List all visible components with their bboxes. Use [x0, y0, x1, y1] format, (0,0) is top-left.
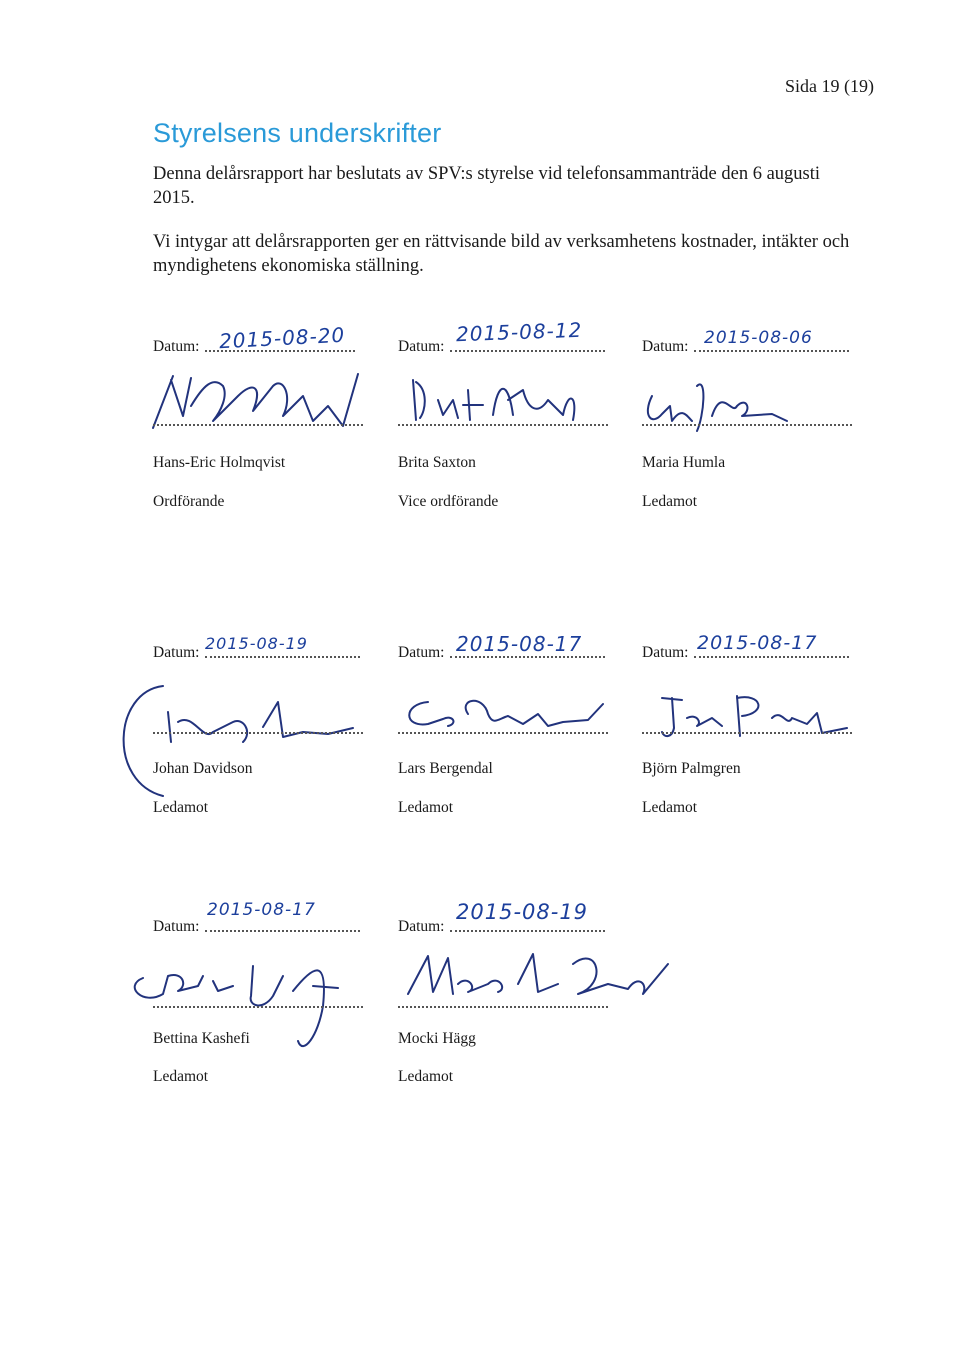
signature-block	[153, 322, 383, 510]
date-dotted-line	[450, 656, 605, 658]
signature-dotted-line	[398, 424, 608, 426]
signatory-name: Johan Davidson	[153, 760, 253, 777]
signatory-role: Ledamot	[642, 799, 698, 816]
date-dotted-line	[450, 930, 605, 932]
date-label: Datum:	[398, 338, 445, 355]
signatory-role: Ledamot	[153, 1068, 209, 1085]
date-label: Datum:	[642, 644, 689, 661]
signatory-role: Ledamot	[398, 1068, 454, 1085]
signature-block	[642, 328, 872, 510]
date-label: Datum:	[153, 338, 200, 355]
signature-dotted-line	[153, 732, 363, 734]
handwritten-date: 2015-08-17	[697, 632, 818, 654]
handwritten-date: 2015-08-20	[218, 322, 346, 354]
signatory-name: Bettina Kashefi	[153, 1030, 250, 1047]
signature-dotted-line	[642, 732, 852, 734]
signature-block	[398, 900, 628, 1085]
handwritten-date: 2015-08-17	[207, 900, 316, 920]
signature-block	[398, 632, 628, 816]
signature-block	[398, 317, 628, 510]
signature-scribble	[93, 672, 383, 802]
signatory-name: Mocki Hägg	[398, 1030, 476, 1047]
attestation-paragraph: Vi intygar att delårsrapporten ger en rättvisande bild av verksamhetens kostnader, intäkter och myndighetens ekonomiska ställning.	[153, 232, 850, 276]
signature-dotted-line	[153, 424, 363, 426]
handwritten-date: 2015-08-19	[456, 900, 589, 924]
handwritten-date: 2015-08-19	[205, 634, 308, 653]
date-dotted-line	[205, 656, 360, 658]
handwritten-date: 2015-08-06	[704, 328, 813, 348]
signature-scribble	[642, 688, 862, 748]
signature-dotted-line	[153, 1006, 363, 1008]
signature-scribble	[398, 944, 678, 1004]
signatory-role: Ledamot	[153, 799, 209, 816]
page-number: Sida 19 (19)	[785, 76, 874, 96]
signatory-role: Ledamot	[642, 493, 698, 510]
date-label: Datum:	[153, 918, 200, 935]
signature-block	[642, 632, 872, 816]
signature-scribble	[398, 370, 618, 430]
signatory-name: Lars Bergendal	[398, 760, 493, 777]
signature-scribble	[642, 376, 862, 436]
date-label: Datum:	[642, 338, 689, 355]
date-dotted-line	[694, 350, 849, 352]
handwritten-date: 2015-08-17	[456, 632, 583, 656]
signature-block	[153, 634, 383, 816]
decision-paragraph: Denna delårsrapport har beslutats av SPV:s styrelse vid telefonsammanträde den 6 augusti 2015.	[153, 164, 821, 208]
signatory-role: Ordförande	[153, 493, 225, 510]
signatory-name: Maria Humla	[642, 454, 726, 471]
signatory-role: Ledamot	[398, 799, 454, 816]
date-label: Datum:	[153, 644, 200, 661]
signature-dotted-line	[398, 1006, 608, 1008]
date-dotted-line	[450, 350, 605, 352]
date-dotted-line	[205, 930, 360, 932]
signatory-role: Vice ordförande	[398, 493, 499, 510]
signature-dotted-line	[642, 424, 852, 426]
handwritten-date: 2015-08-12	[455, 317, 583, 347]
signatory-name: Brita Saxton	[398, 454, 476, 471]
date-label: Datum:	[398, 918, 445, 935]
signature-scribble	[398, 694, 618, 734]
signatory-name: Hans-Eric Holmqvist	[153, 454, 286, 471]
date-label: Datum:	[398, 644, 445, 661]
signature-block	[153, 900, 383, 1085]
page-heading: Styrelsens underskrifter	[153, 118, 442, 148]
date-dotted-line	[694, 656, 849, 658]
signatory-name: Björn Palmgren	[642, 760, 741, 777]
signature-dotted-line	[398, 732, 608, 734]
